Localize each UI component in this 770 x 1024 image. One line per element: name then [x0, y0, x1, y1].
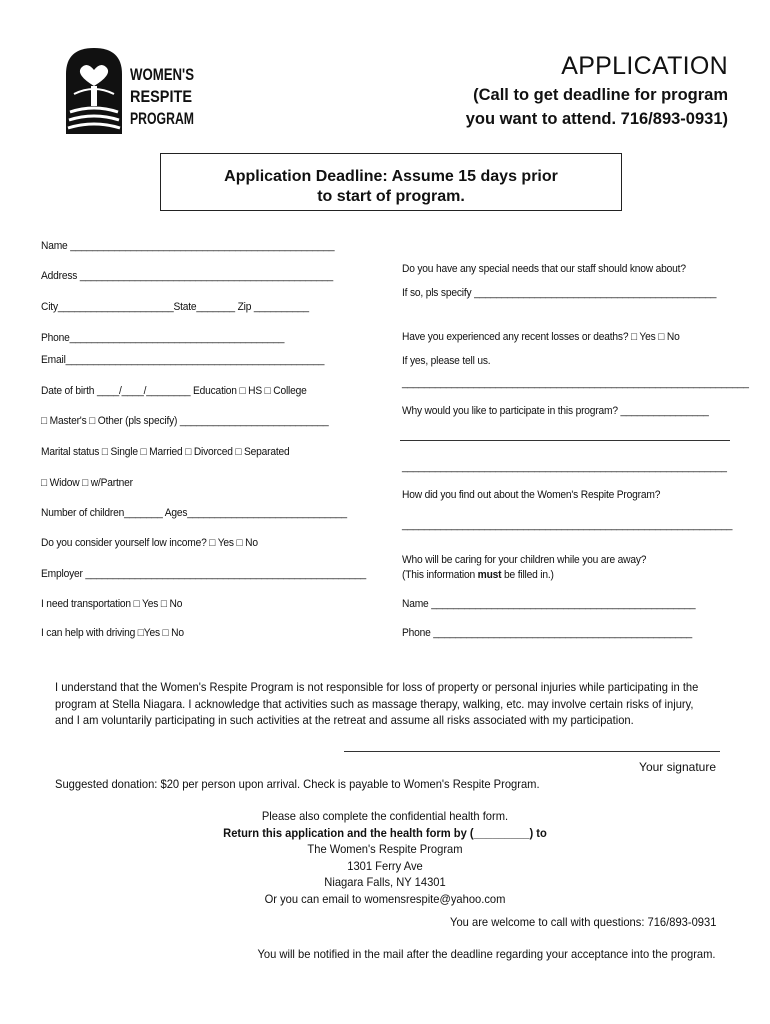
header-subtitle-2: you want to attend. 716/893-0931)	[465, 110, 728, 128]
deadline-line-1: Application Deadline: Assume 15 days prior	[224, 168, 558, 185]
widow-partner-field[interactable]: □ Widow □ w/Partner	[41, 477, 133, 489]
health-form-text: Please also complete the confidential health form.	[261, 809, 509, 823]
special-needs-question: Do you have any special needs that our staff should know about?	[402, 263, 686, 275]
email-instruction: Or you can email to womensrespite@yahoo.com	[264, 891, 506, 906]
header-subtitle-1: (Call to get deadline for program	[473, 86, 728, 104]
how-find-answer-line[interactable]: ____________________________________________________________	[402, 519, 733, 531]
answer-line-2[interactable]: ___________________________________________________________	[402, 461, 727, 473]
losses-followup-label: If yes, please tell us.	[402, 355, 491, 367]
why-participate-field[interactable]: Why would you like to participate in this program? ________________	[402, 405, 709, 417]
special-needs-field[interactable]: If so, pls specify ____________________________________________	[402, 287, 717, 299]
signature-line[interactable]	[344, 751, 720, 752]
caregiver-phone-field[interactable]: Phone _______________________________________________	[402, 627, 692, 639]
divider-line	[400, 440, 730, 441]
logo-line-1: WOMEN'S	[130, 65, 194, 84]
waiver-line-1: I understand that the Women's Respite Program is not responsible for loss of property or personal injuries while participating in the	[55, 680, 699, 694]
caregiver-name-field[interactable]: Name ________________________________________________	[402, 598, 696, 610]
how-find-question: How did you find out about the Women's Respite Program?	[402, 489, 661, 501]
logo-line-2: RESPITE	[130, 87, 192, 106]
address-line-3: Niagara Falls, NY 14301	[324, 875, 446, 889]
questions-text: You are welcome to call with questions: 716/893-0931	[449, 915, 716, 929]
address-line-2: 1301 Ferry Ave	[347, 858, 423, 873]
page-title: APPLICATION	[561, 52, 728, 80]
driving-field[interactable]: I can help with driving □Yes □ No	[41, 627, 184, 639]
donation-text: Suggested donation: $20 per person upon arrival. Check is payable to Women's Respite Program.	[55, 777, 540, 791]
waiver-line-2: program at Stella Niagara. I acknowledge that activities such as massage therapy, walking, etc. may involve certain risks of injury,	[55, 697, 694, 711]
employer-field[interactable]: Employer ___________________________________________________	[41, 568, 367, 580]
return-instructions	[0, 808, 770, 907]
phone-field[interactable]: Phone_______________________________________	[41, 332, 285, 344]
waiver-line-3: and I am voluntarily participating in such activities at the retreat and assume all risks associated with my participation.	[55, 713, 634, 727]
signature-label: Your signature	[639, 760, 716, 774]
notification-text: You will be notified in the mail after the deadline regarding your acceptance into the program.	[257, 947, 716, 961]
womens-respite-program-logo	[64, 46, 198, 136]
low-income-field[interactable]: Do you consider yourself low income? □ Yes □ No	[41, 537, 258, 549]
return-text: Return this application and the health form by (_________) to	[223, 825, 547, 840]
address-line-1: The Women's Respite Program	[307, 842, 463, 856]
deadline-box	[160, 153, 622, 211]
address-field[interactable]: Address ______________________________________________	[41, 270, 334, 282]
logo-line-3: PROGRAM	[130, 109, 194, 128]
name-field[interactable]: Name ________________________________________________	[41, 240, 335, 252]
marital-status-field[interactable]: Marital status □ Single □ Married □ Divorced □ Separated	[41, 446, 290, 458]
losses-field[interactable]: Have you experienced any recent losses or deaths? □ Yes □ No	[402, 331, 680, 343]
city-state-zip-field[interactable]: City_____________________State_______ Zip __________	[41, 301, 309, 313]
masters-other-field[interactable]: □ Master's □ Other (pls specify) ___________________________	[41, 415, 329, 427]
childcare-note: (This information must be filled in.)	[402, 569, 554, 581]
email-field[interactable]: Email_______________________________________________	[41, 354, 325, 366]
losses-answer-line[interactable]: _______________________________________________________________	[402, 377, 749, 389]
children-field[interactable]: Number of children_______ Ages_____________________________	[41, 507, 347, 519]
transportation-field[interactable]: I need transportation □ Yes □ No	[41, 598, 183, 610]
deadline-line-2: to start of program.	[317, 188, 465, 205]
childcare-question: Who will be caring for your children while you are away?	[402, 554, 647, 566]
dob-education-field[interactable]: Date of birth ____/____/________ Education □ HS □ College	[41, 385, 307, 397]
